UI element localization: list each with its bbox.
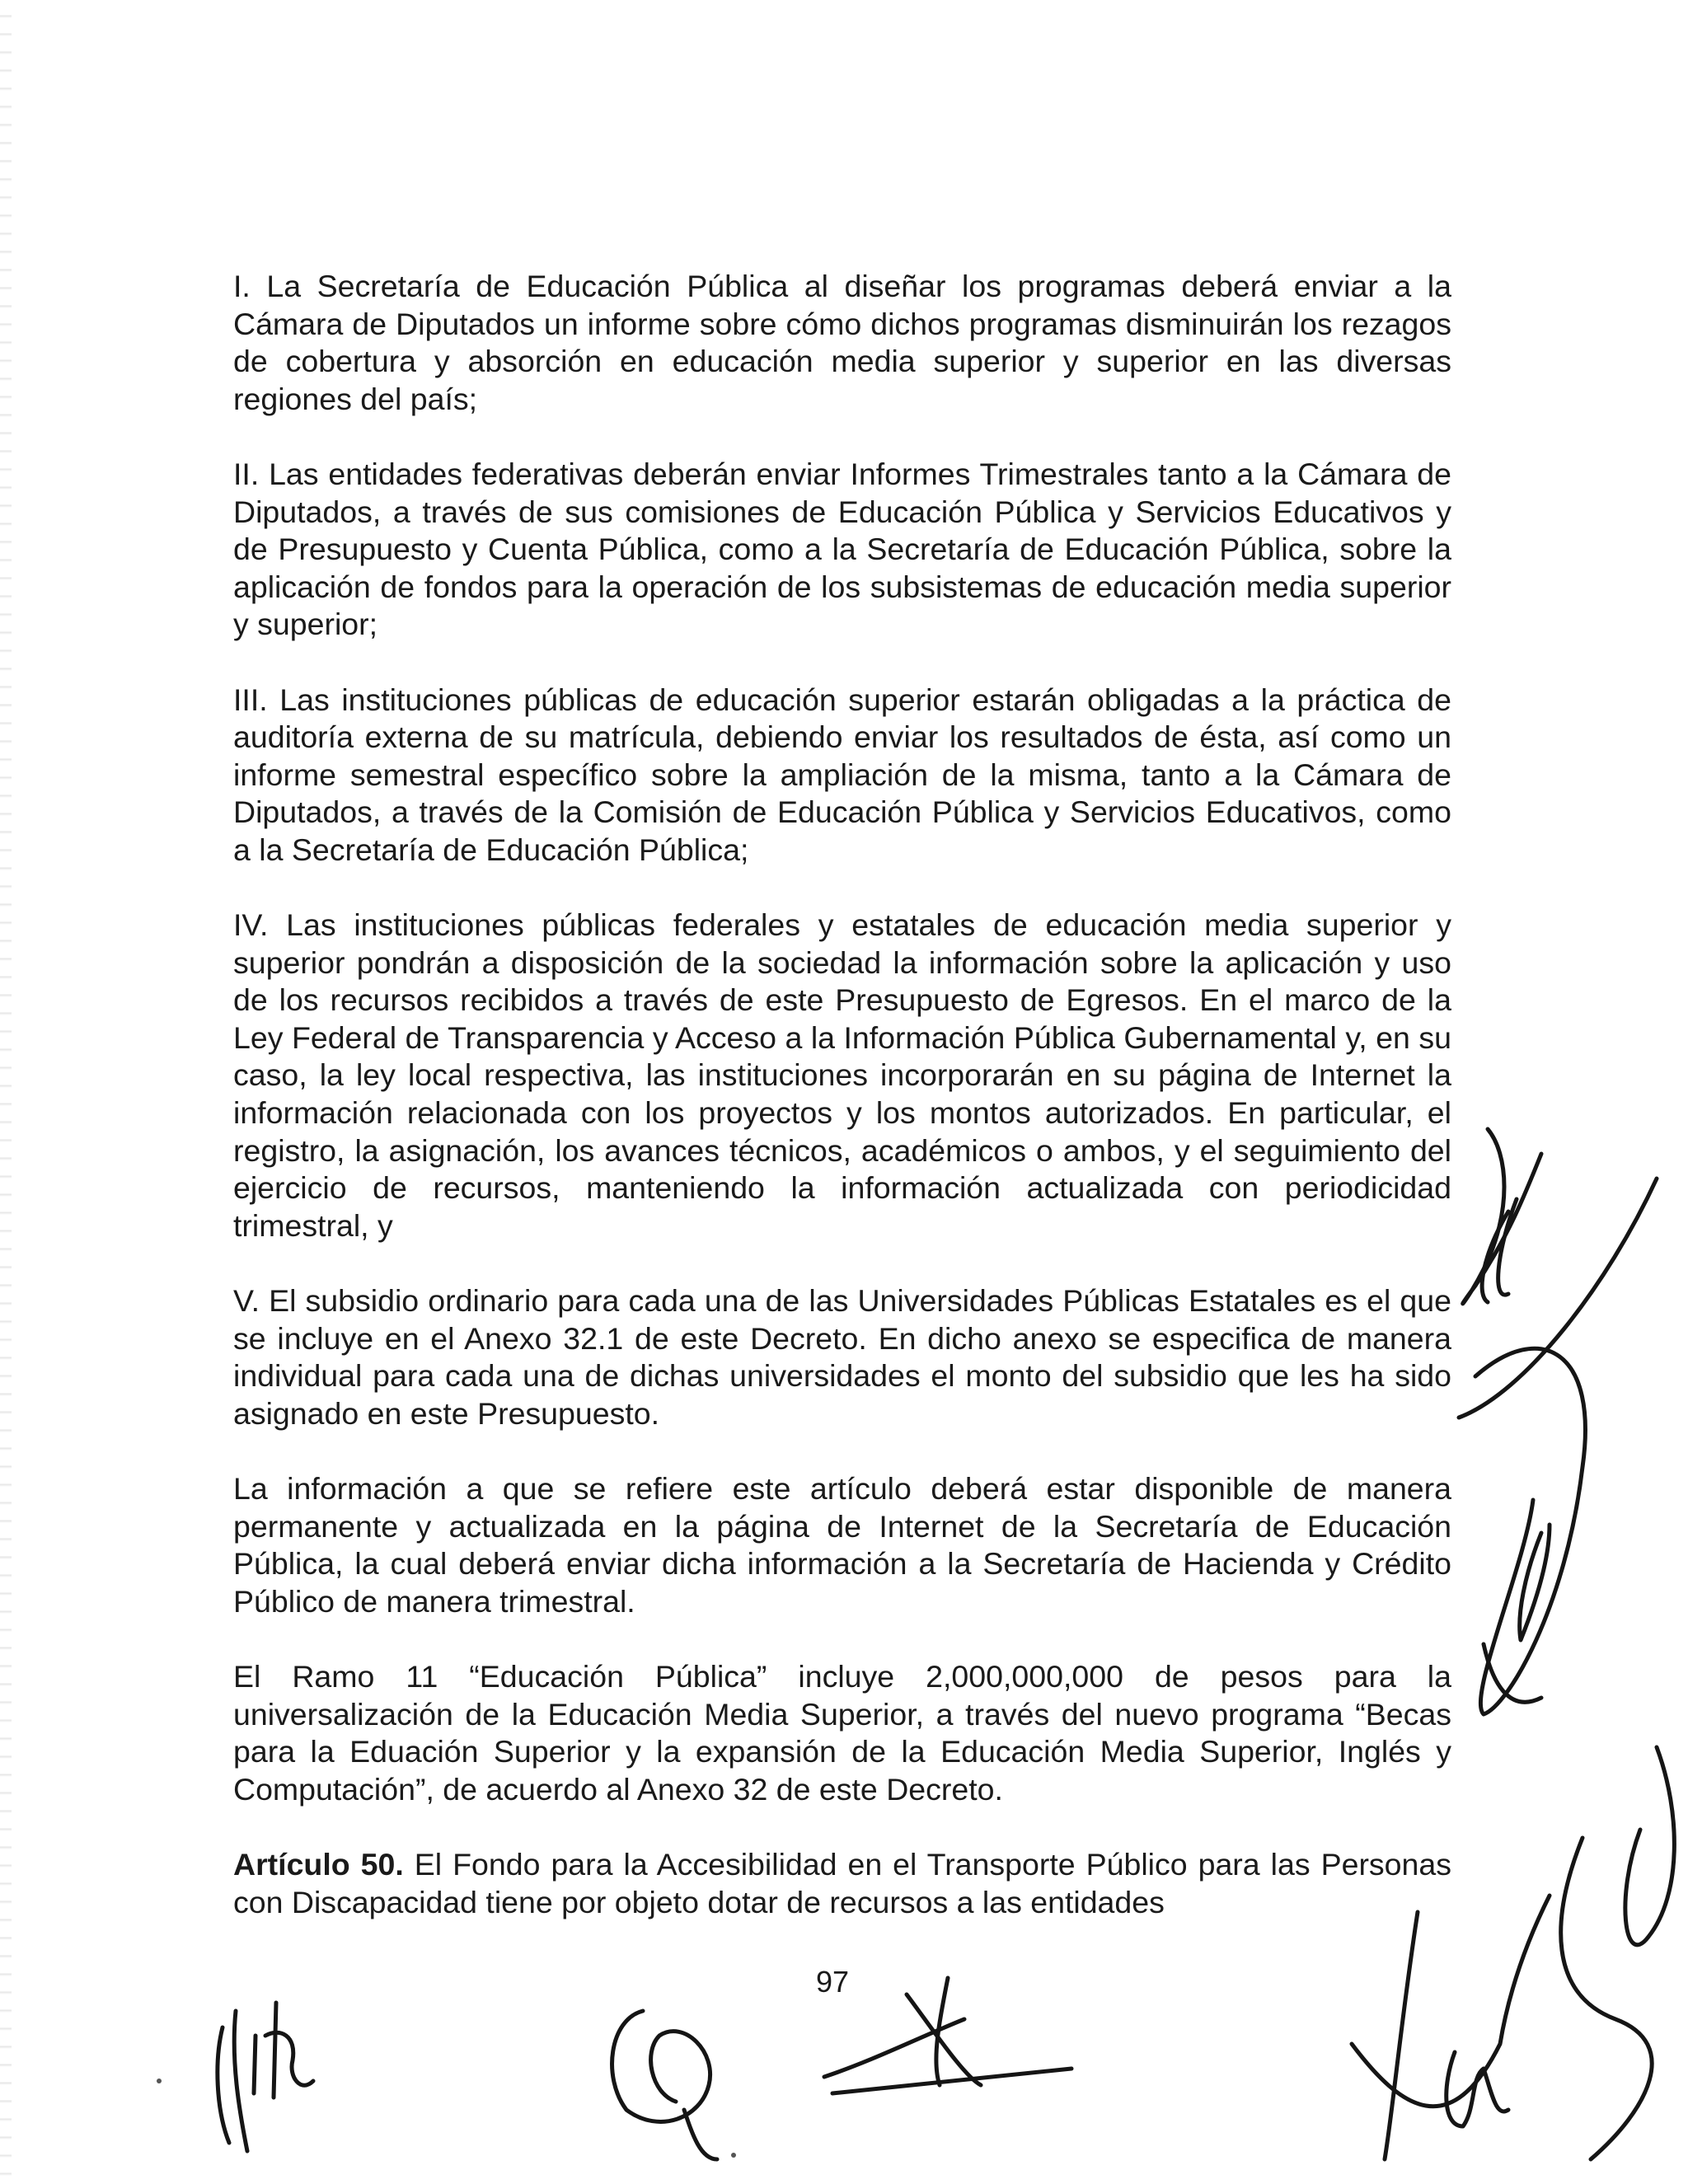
article-text: El Fondo para la Accesibilidad en el Transporte Público para las Personas con Discapacidad tiene por objeto dotar de recursos a las entidades bbox=[233, 1846, 1451, 1919]
signature-right-2 bbox=[1475, 1348, 1585, 1714]
page-number: 97 bbox=[815, 1965, 850, 1999]
article-heading: Artículo 50. bbox=[233, 1846, 404, 1882]
signature-right-1b bbox=[1482, 1199, 1517, 1302]
scan-speck bbox=[731, 2153, 736, 2158]
signature-right-3b bbox=[1561, 1838, 1652, 2159]
paragraph-fraction-iii: III. Las instituciones públicas de educación superior estarán obligadas a la práctica de auditoría externa de su matrícula, debiendo enviar los resultados de ésta, así como un informe semestral específico sobre la ampliación de la misma, tanto a la Cámara de Diputados, a través de la Comisión de Educación Pública y Servicios Educativos, como a la Secretaría de Educación Pública; bbox=[233, 682, 1451, 867]
scan-edge-artifact bbox=[0, 0, 12, 2184]
paragraph-fraction-iv: IV. Las instituciones públicas federales y estatales de educación media superior y superior pondrán a disposición de la sociedad la información sobre la aplicación y uso de los recursos recibidos a través de este Presupuesto de Egresos. En el marco de la Ley Federal de Transparencia y Acceso a la Información Pública Gubernamental y, en su caso, la ley local respectiva, las instituciones incorporarán en su página de Internet la información relacionada con los proyectos y los montos autorizados. En particular, el registro, la asignación, los avances técnicos, académicos o ambos, y el seguimiento del ejercicio de recursos, manteniendo la información actualizada con periodicidad trimestral, y bbox=[233, 907, 1451, 1243]
signature-right-2c bbox=[1484, 1644, 1541, 1702]
signature-right-1 bbox=[1463, 1129, 1541, 1304]
paragraph-fraction-ii: II. Las entidades federativas deberán enviar Informes Trimestrales tanto a la Cámara de Diputados, a través de sus comisiones de Educación Pública y Servicios Educativos y de Presupuesto y Cuenta Pública, como a la Secretaría de Educación Pública, sobre la aplicación de fondos para la operación de los subsistemas de educación media superior y superior; bbox=[233, 456, 1451, 642]
paragraph-information: La información a que se refiere este artículo deberá estar disponible de manera permanente y actualizada en la página de Internet de la Secretaría de Educación Pública, la cual deberá enviar dicha información a la Secretaría de Hacienda y Crédito Público de manera trimestral. bbox=[233, 1471, 1451, 1619]
paragraph-fraction-v: V. El subsidio ordinario para cada una de las Universidades Públicas Estatales es el que se incluye en el Anexo 32.1 de este Decreto. En dicho anexo se especifica de manera individual para cada una de dichas universidades el monto del subsidio que les ha sido asignado en este Presupuesto. bbox=[233, 1283, 1451, 1431]
signature-bottom-center bbox=[612, 2011, 717, 2159]
signature-right-2b bbox=[1520, 1525, 1550, 1640]
signature-right-diagonal bbox=[1459, 1179, 1657, 1418]
signature-bottom-left bbox=[218, 2003, 313, 2151]
document-body bbox=[233, 268, 1451, 1959]
scan-speck bbox=[157, 2079, 162, 2083]
signature-right-4 bbox=[1447, 2052, 1508, 2126]
signature-right-3 bbox=[1625, 1747, 1674, 1945]
paragraph-ramo-11: El Ramo 11 “Educación Pública” incluye 2,000,000,000 de pesos para la universalización de la Educación Media Superior, a través del nuevo programa “Becas para la Eduación Superior y la expansión de la Educación Media Superior, Inglés y Computación”, de acuerdo al Anexo 32 de este Decreto. bbox=[233, 1658, 1451, 1807]
paragraph-article-50 bbox=[233, 1846, 1451, 1921]
paragraph-fraction-i: I. La Secretaría de Educación Pública al diseñar los programas deberá enviar a la Cámara de Diputados un informe sobre cómo dichos programas disminuirán los rezagos de cobertura y absorción en educación media superior y superior en las diversas regiones del país; bbox=[233, 269, 1451, 416]
